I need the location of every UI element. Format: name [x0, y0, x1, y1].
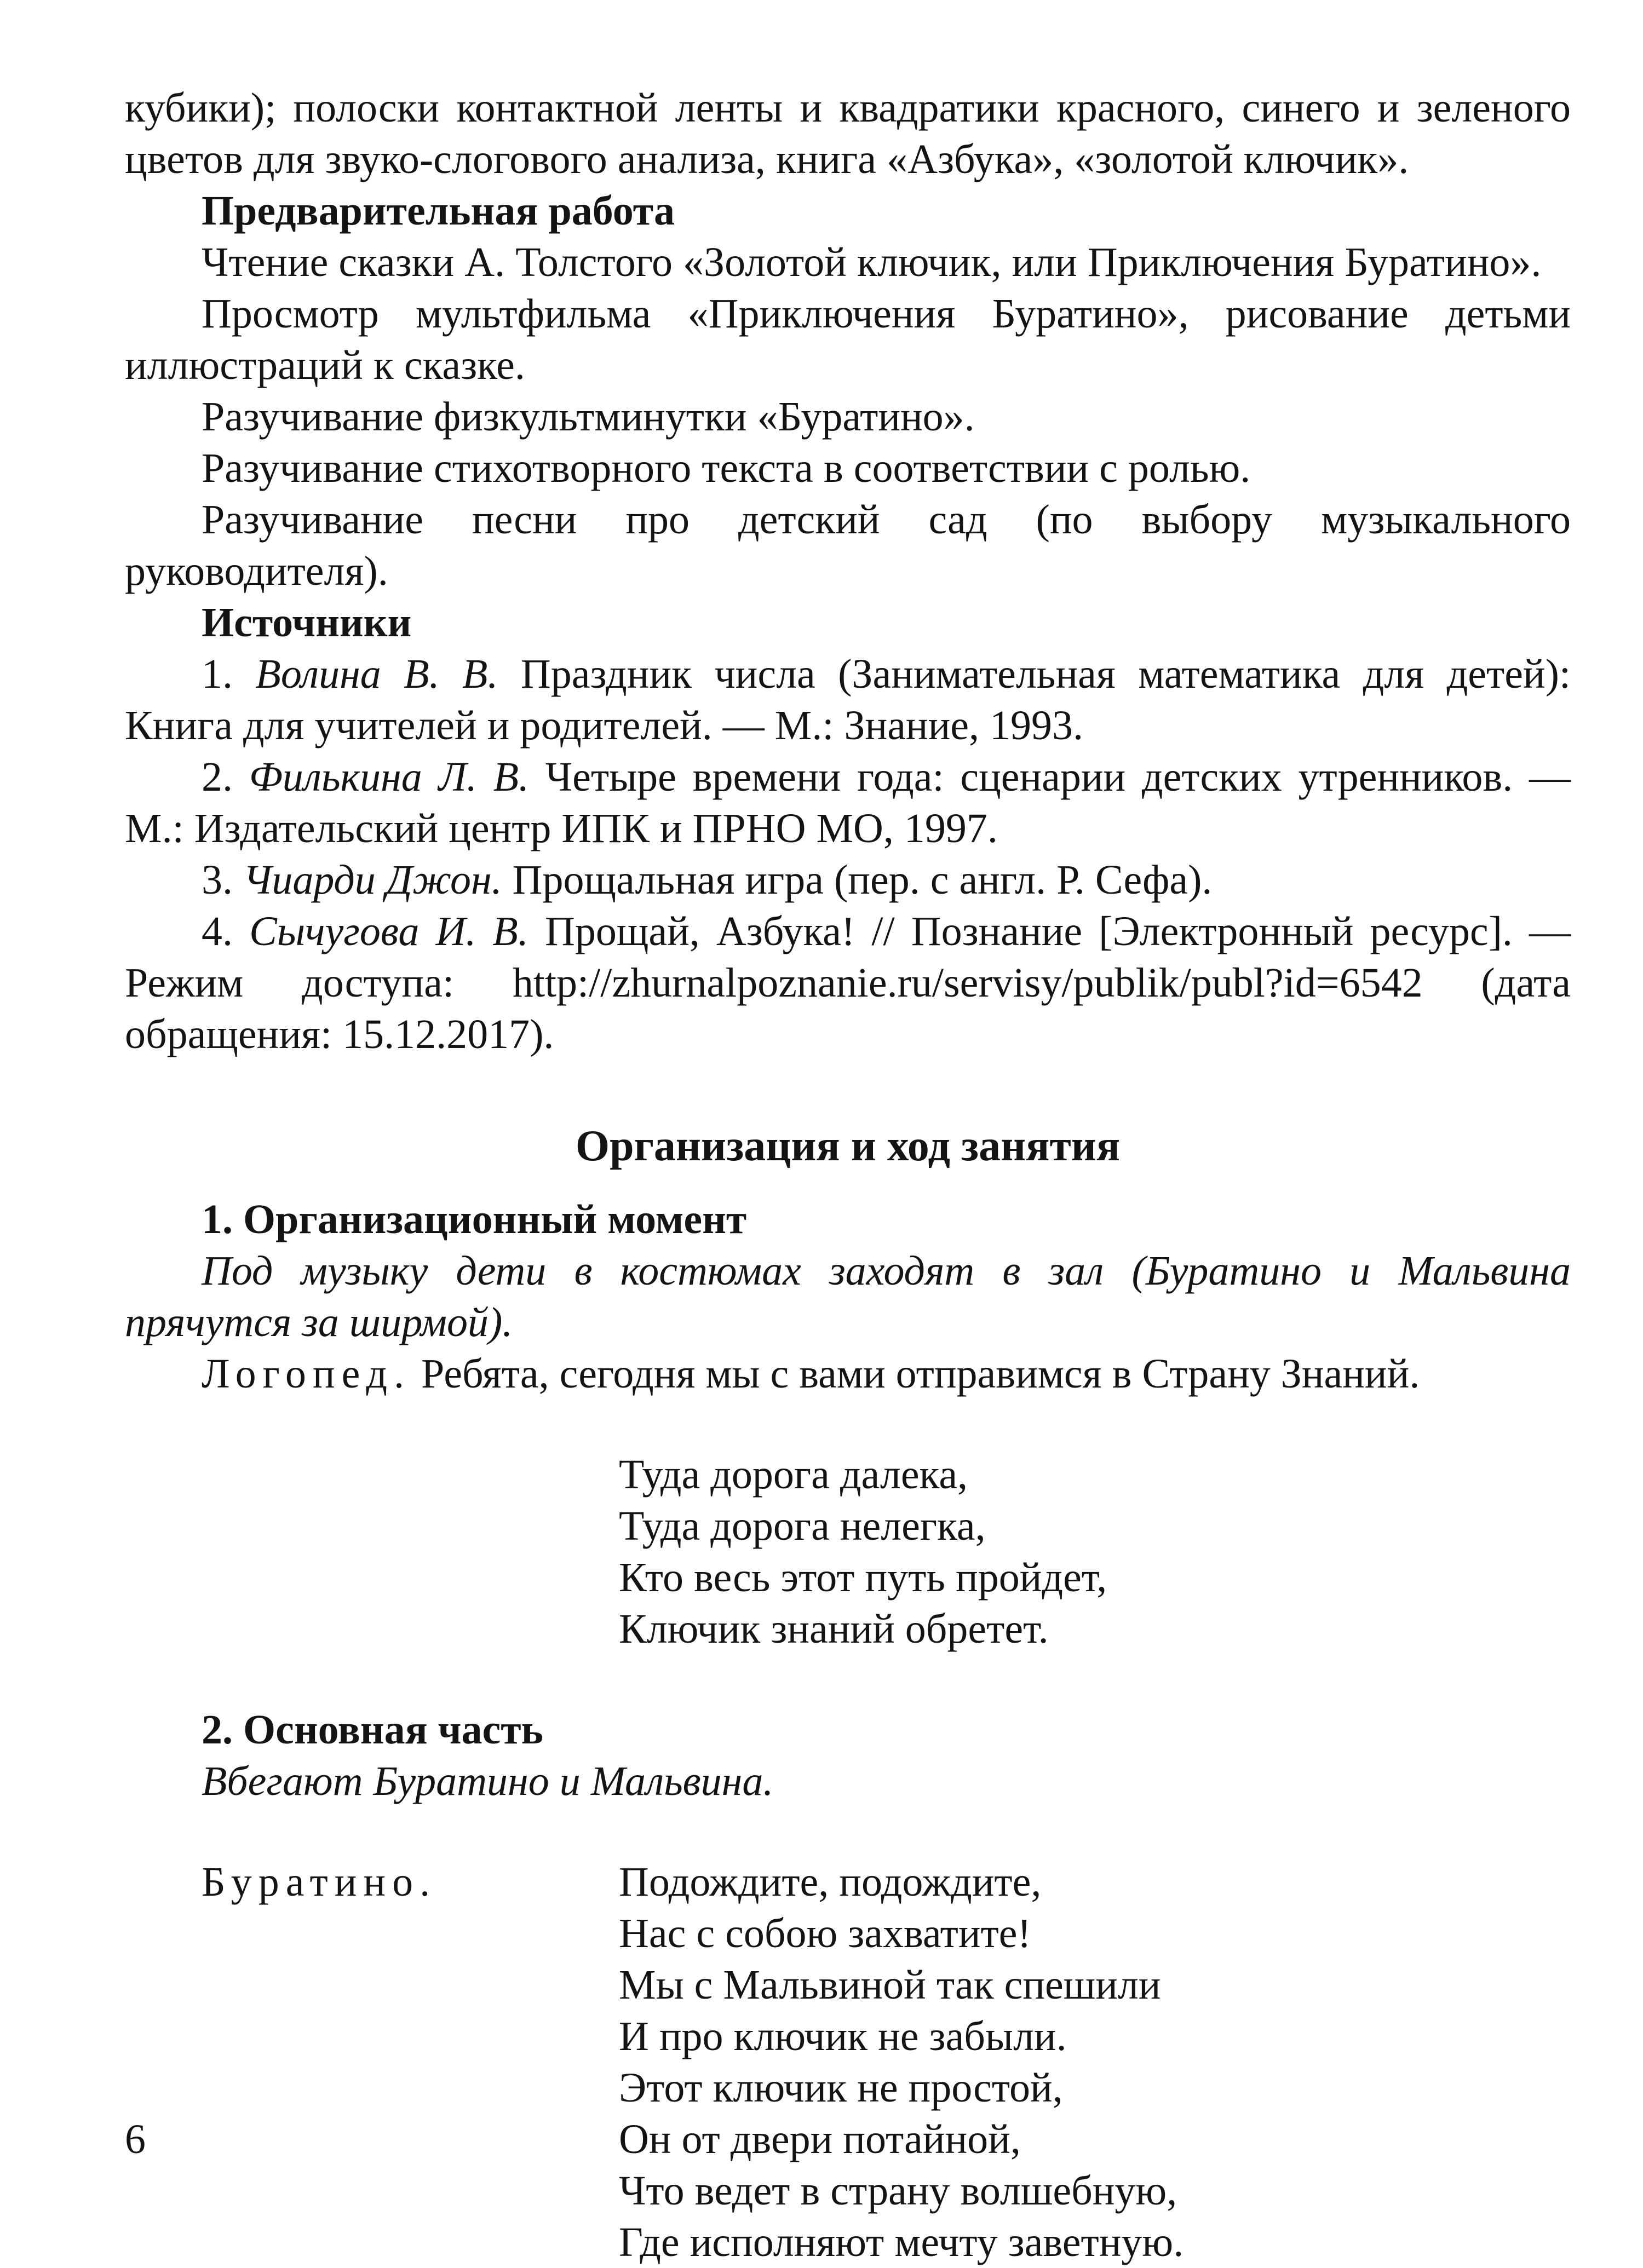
- dialogue-block: [125, 1856, 1571, 2268]
- prelim-heading: Предварительная работа: [202, 188, 675, 234]
- speech-line: [125, 1348, 1571, 1400]
- source-number: 2.: [202, 754, 233, 800]
- source-author: Волина В. В.: [255, 651, 498, 697]
- poem-block: [619, 1856, 1571, 2268]
- source-number: 3.: [202, 857, 233, 903]
- intro-paragraph: кубики); полоски контактной ленты и квадратики красного, синего и зеленого цветов для звуко-слогового анализа, книга «Азбука», «золотой ключик».: [125, 85, 1571, 182]
- stage-direction: Под музыку дети в костюмах заходят в зал (Буратино и Мальвина прячутся за ширмой).: [125, 1248, 1571, 1345]
- source-text: Праздник числа (Занимательная математика для детей): Книга для учителей и родителей. — М.: Знание, 1993.: [125, 651, 1571, 749]
- source-number: 4.: [202, 908, 233, 954]
- poem-line: И про ключик не забыли.: [619, 2013, 1067, 2059]
- poem-block: [619, 1449, 1571, 1655]
- spacer: [125, 1655, 1571, 1704]
- section-title: Организация и ход занятия: [575, 1122, 1121, 1170]
- speech-text: Ребята, сегодня мы с вами отправимся в Страну Знаний.: [421, 1351, 1420, 1397]
- source-item: [125, 906, 1571, 1060]
- poem-line: Где исполняют мечту заветную.: [619, 2219, 1184, 2265]
- speaker-name: Буратино.: [202, 1859, 437, 1905]
- poem-line: Кто весь этот путь пройдет,: [619, 1555, 1107, 1601]
- source-author: Чиарди Джон.: [243, 857, 502, 903]
- part2-heading: 2. Основная часть: [202, 1707, 543, 1753]
- sources-heading: Источники: [202, 600, 412, 646]
- poem-line: Ключик знаний обретет.: [619, 1606, 1049, 1652]
- source-item: [125, 648, 1571, 751]
- source-item: [125, 854, 1571, 906]
- poem-line: Туда дорога далека,: [619, 1452, 968, 1498]
- poem-line: Он от двери потайной,: [619, 2116, 1021, 2162]
- prelim-item: Разучивание песни про детский сад (по выбору музыкального руководителя).: [125, 497, 1571, 594]
- source-text: Прощальная игра (пер. с англ. Р. Сефа).: [512, 857, 1213, 903]
- poem-line: Что ведет в страну волшебную,: [619, 2168, 1177, 2214]
- prelim-item: Чтение сказки А. Толстого «Золотой ключик, или Приключения Буратино».: [202, 239, 1542, 285]
- poem-line: Этот ключик не простой,: [619, 2065, 1063, 2111]
- source-number: 1.: [202, 651, 233, 697]
- speaker-name: Логопед.: [202, 1351, 411, 1397]
- poem-line: Нас с собою захватите!: [619, 1910, 1031, 1956]
- source-author: Сычугова И. В.: [249, 908, 528, 954]
- source-text: Прощай, Азбука! // Познание [Электронный ресурс]. — Режим доступа: http://zhurnalpoznanie.ru/servisy/publik/publ?id=6542 (дата обращения: 15.12.2017).: [125, 908, 1571, 1057]
- source-author: Филькина Л. В.: [249, 754, 530, 800]
- poem-line: Мы с Мальвиной так спешили: [619, 1962, 1161, 2008]
- source-text: Четыре времени года: сценарии детских утренников. — М.: Издательский центр ИПК и ПРНО МО, 1997.: [125, 754, 1571, 851]
- part1-heading: 1. Организационный момент: [202, 1196, 747, 1242]
- page-content: [125, 82, 1571, 2268]
- prelim-item: Разучивание стихотворного текста в соответствии с ролью.: [202, 445, 1251, 491]
- stage-direction: Вбегают Буратино и Мальвина.: [202, 1758, 774, 1804]
- poem-line: Туда дорога нелегка,: [619, 1503, 986, 1549]
- source-item: [125, 751, 1571, 854]
- poem-line: Подождите, подождите,: [619, 1859, 1042, 1905]
- prelim-item: Просмотр мультфильма «Приключения Буратино», рисование детьми иллюстраций к сказке.: [125, 291, 1571, 388]
- prelim-item: Разучивание физкультминутки «Буратино».: [202, 394, 975, 440]
- page-number: 6: [125, 2116, 146, 2162]
